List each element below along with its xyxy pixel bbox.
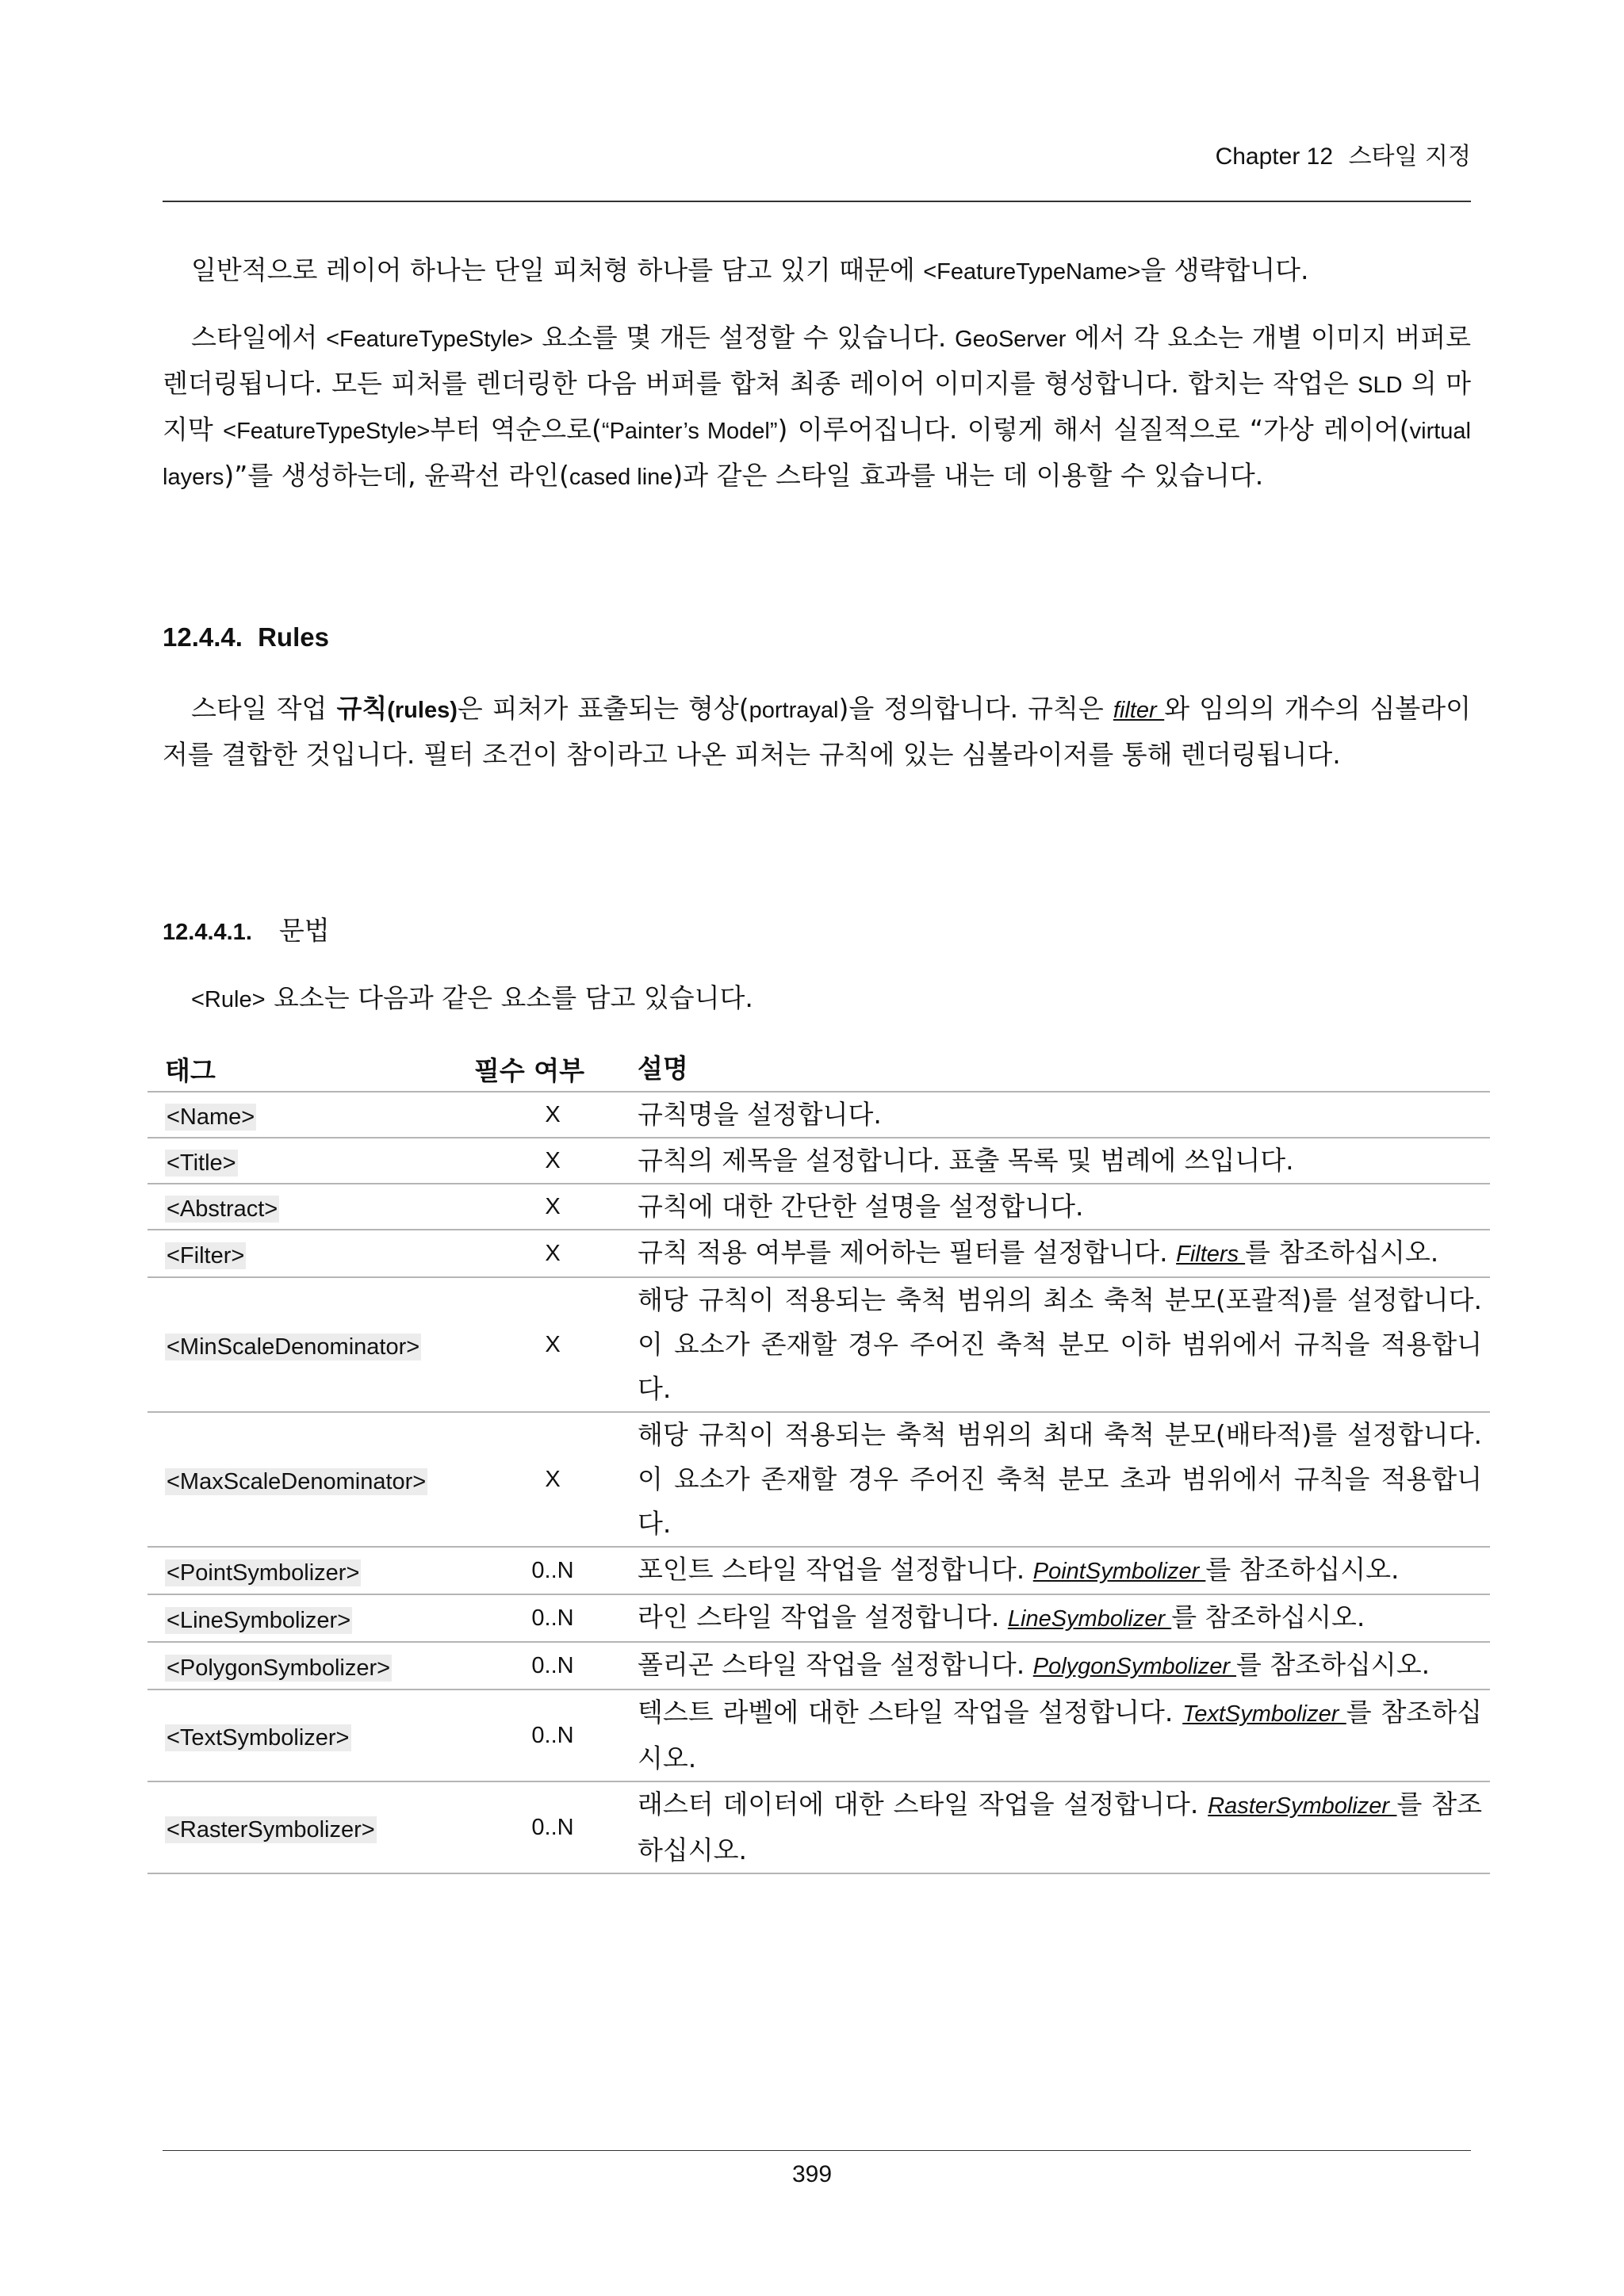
p2-text-g: )”를 생성하는데, 윤곽선 라인( xyxy=(224,460,569,491)
description-suffix: 를 참조하십시오. xyxy=(1205,1554,1400,1585)
section-title: Rules xyxy=(258,622,329,652)
tag-cell xyxy=(147,1642,474,1689)
required-cell: X xyxy=(474,1184,631,1230)
table-row xyxy=(147,1689,1490,1781)
reference-link[interactable]: LineSymbolizer xyxy=(1007,1606,1172,1632)
p2-text-c: 에서 각 요소는 개별 이미지 버퍼로 렌더링됩니다. 모든 피처를 렌더링한 다음 버퍼를 합쳐 최종 레이어 이미지를 형성합니다. 합치는 작업은 xyxy=(163,322,1471,399)
p2-text-b: 요소를 몇 개든 설정할 수 있습니다. xyxy=(533,322,956,353)
tag-name: <TextSymbolizer> xyxy=(167,1724,350,1751)
description-cell xyxy=(631,1277,1490,1412)
required-cell: 0..N xyxy=(474,1547,631,1594)
reference-link[interactable]: PolygonSymbolizer xyxy=(1032,1654,1237,1679)
description-text: 해당 규칙이 적용되는 축척 범위의 최소 축척 분모(포괄적)를 설정합니다. 이 요소가 존재할 경우 주어진 축척 분모 이하 범위에서 규칙을 적용합니다. xyxy=(638,1284,1482,1404)
p3-text-d: 와 임의의 개수의 심볼라이저를 결합한 것입니다. 필터 조건이 참이라고 나온 피처는 규칙에 있는 심볼라이저를 통해 렌더링됩니다. xyxy=(163,693,1471,770)
description-text: 라인 스타일 작업을 설정합니다. xyxy=(638,1601,1008,1632)
filter-link[interactable]: filter xyxy=(1113,698,1165,723)
required-cell: X xyxy=(474,1092,631,1138)
p3-text-c: )을 정의합니다. 규칙은 xyxy=(838,693,1113,724)
tag-cell xyxy=(147,1781,474,1873)
tag-name: <LineSymbolizer> xyxy=(167,1607,351,1633)
p2-text-a: 스타일에서 xyxy=(191,322,327,353)
reference-link[interactable]: TextSymbolizer xyxy=(1182,1701,1346,1727)
description-suffix: 를 참조하십시오. xyxy=(638,1697,1482,1774)
paragraph-3 xyxy=(163,687,1471,777)
required-cell: 0..N xyxy=(474,1781,631,1873)
description-cell xyxy=(631,1138,1490,1184)
required-cell: X xyxy=(474,1230,631,1277)
description-cell xyxy=(631,1642,1490,1689)
p2-code-1: <FeatureTypeStyle> xyxy=(326,327,534,352)
section-heading xyxy=(163,622,329,652)
description-text: 규칙 적용 여부를 제어하는 필터를 설정합니다. xyxy=(638,1237,1177,1268)
table-row xyxy=(147,1230,1490,1277)
table-header-row xyxy=(147,1047,1490,1092)
chapter-label: Chapter 12 xyxy=(1215,144,1334,170)
tag-name: <Abstract> xyxy=(167,1196,278,1222)
description-text: 폴리곤 스타일 작업을 설정합니다. xyxy=(638,1649,1033,1680)
required-cell: X xyxy=(474,1138,631,1184)
description-text: 규칙의 제목을 설정합니다. 표출 목록 및 범례에 쓰입니다. xyxy=(638,1145,1294,1176)
table-row xyxy=(147,1184,1490,1230)
description-text: 포인트 스타일 작업을 설정합니다. xyxy=(638,1554,1033,1585)
reference-link[interactable]: Filters xyxy=(1176,1242,1246,1267)
header-required: 필수 여부 xyxy=(474,1047,631,1092)
p4-code: <Rule> xyxy=(191,987,266,1012)
p2-cased: cased line xyxy=(569,465,673,490)
running-header xyxy=(1216,136,1471,171)
description-suffix: 를 참조하십시오. xyxy=(638,1789,1482,1866)
subsection-number: 12.4.4.1. xyxy=(163,920,252,945)
table-row xyxy=(147,1594,1490,1642)
required-cell: X xyxy=(474,1412,631,1547)
p3-portrayal: portrayal xyxy=(749,698,839,723)
description-cell xyxy=(631,1230,1490,1277)
tag-cell xyxy=(147,1092,474,1138)
p2-sld: SLD xyxy=(1358,373,1403,398)
p3-bold-latin: (rules) xyxy=(387,698,458,723)
p3-text-a: 스타일 작업 xyxy=(191,693,337,724)
tag-name: <Title> xyxy=(167,1150,236,1176)
header-tag: 태그 xyxy=(147,1047,474,1092)
p2-virtual: virtual layers xyxy=(163,419,1471,490)
description-cell xyxy=(631,1594,1490,1642)
description-text: 텍스트 라벨에 대한 스타일 작업을 설정합니다. xyxy=(638,1697,1183,1728)
p2-text-d: 의 마지막 xyxy=(163,368,1471,445)
table-row xyxy=(147,1412,1490,1547)
reference-link[interactable]: RasterSymbolizer xyxy=(1208,1793,1397,1819)
p2-painter: “Painter’s Model” xyxy=(601,419,778,444)
description-text: 래스터 데이터에 대한 스타일 작업을 설정합니다. xyxy=(638,1789,1208,1820)
table-row xyxy=(147,1092,1490,1138)
required-cell: X xyxy=(474,1277,631,1412)
p2-text-e: 부터 역순으로( xyxy=(430,414,602,445)
table-row xyxy=(147,1547,1490,1594)
tag-cell xyxy=(147,1230,474,1277)
tag-cell xyxy=(147,1138,474,1184)
p3-text-b: 은 피처가 표출되는 형상( xyxy=(457,693,749,724)
description-cell xyxy=(631,1547,1490,1594)
tag-name: <Filter> xyxy=(167,1242,245,1269)
tag-name: <PointSymbolizer> xyxy=(167,1559,360,1586)
p1-text-b: 을 생략합니다. xyxy=(1140,254,1309,285)
table-row xyxy=(147,1277,1490,1412)
tag-cell xyxy=(147,1594,474,1642)
required-cell: 0..N xyxy=(474,1594,631,1642)
p1-text-a: 일반적으로 레이어 하나는 단일 피처형 하나를 담고 있기 때문에 xyxy=(191,254,924,285)
section-number: 12.4.4. xyxy=(163,622,243,652)
description-suffix: 를 참조하십시오. xyxy=(1236,1649,1431,1680)
paragraph-1 xyxy=(163,248,1471,294)
required-cell: 0..N xyxy=(474,1642,631,1689)
description-suffix: 를 참조하십시오. xyxy=(1245,1237,1439,1268)
page-number: 399 xyxy=(791,2161,833,2187)
tag-cell xyxy=(147,1184,474,1230)
p2-text-f: ) 이루어집니다. 이렇게 해서 실질적으로 “가상 레이어( xyxy=(777,414,1410,445)
description-text: 해당 규칙이 적용되는 축척 범위의 최대 축척 분모(배타적)를 설정합니다. 이 요소가 존재할 경우 주어진 축척 분모 초과 범위에서 규칙을 적용합니다. xyxy=(638,1419,1482,1539)
required-cell: 0..N xyxy=(474,1689,631,1781)
description-cell xyxy=(631,1689,1490,1781)
description-cell xyxy=(631,1781,1490,1873)
subsection-heading xyxy=(163,910,330,947)
description-cell xyxy=(631,1092,1490,1138)
p1-code: <FeatureTypeName> xyxy=(923,259,1141,285)
rule-elements-table xyxy=(147,1047,1490,1874)
p2-geoserver: GeoServer xyxy=(955,327,1067,352)
p2-text-h: )과 같은 스타일 효과를 내는 데 이용할 수 있습니다. xyxy=(672,460,1264,491)
header-description: 설명 xyxy=(631,1047,1490,1092)
tag-cell xyxy=(147,1547,474,1594)
tag-name: <MinScaleDenominator> xyxy=(167,1334,420,1360)
tag-name: <PolygonSymbolizer> xyxy=(167,1655,391,1681)
tag-name: <Name> xyxy=(167,1104,255,1130)
description-text: 규칙에 대한 간단한 설명을 설정합니다. xyxy=(638,1191,1084,1222)
p2-code-2: <FeatureTypeStyle> xyxy=(223,419,431,444)
description-text: 규칙명을 설정합니다. xyxy=(638,1099,882,1130)
table-row xyxy=(147,1138,1490,1184)
tag-cell xyxy=(147,1689,474,1781)
tag-cell xyxy=(147,1277,474,1412)
tag-name: <RasterSymbolizer> xyxy=(167,1816,375,1843)
description-cell xyxy=(631,1412,1490,1547)
description-suffix: 를 참조하십시오. xyxy=(1171,1601,1365,1632)
paragraph-2 xyxy=(163,316,1471,499)
p4-text-a: 요소는 다음과 같은 요소를 담고 있습니다. xyxy=(265,982,753,1013)
description-cell xyxy=(631,1184,1490,1230)
tag-cell xyxy=(147,1412,474,1547)
subsection-title: 문법 xyxy=(278,915,330,946)
p3-bold-term: 규칙 xyxy=(336,693,388,724)
header-rule xyxy=(163,201,1471,202)
table-row xyxy=(147,1781,1490,1873)
footer-rule xyxy=(163,2150,1471,2151)
paragraph-4 xyxy=(163,976,1471,1022)
chapter-title: 스타일 지정 xyxy=(1348,143,1471,170)
tag-name: <MaxScaleDenominator> xyxy=(167,1468,427,1494)
reference-link[interactable]: PointSymbolizer xyxy=(1032,1559,1206,1584)
table-row xyxy=(147,1642,1490,1689)
